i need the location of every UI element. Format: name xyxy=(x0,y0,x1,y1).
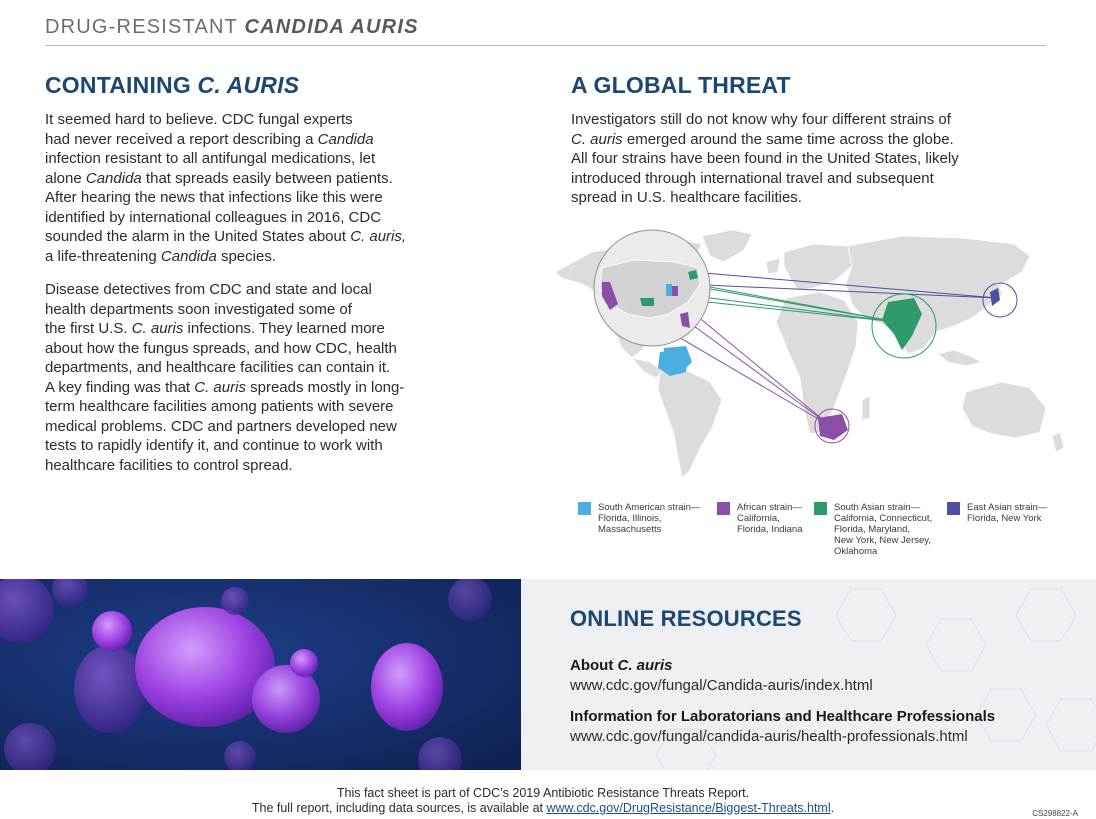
containing-title-main: CONTAINING xyxy=(45,72,198,98)
containing-title-em: C. AURIS xyxy=(197,72,300,98)
illinois-south-american xyxy=(666,284,672,296)
resource-2-heading: Information for Laboratorians and Healthcare Professionals xyxy=(570,708,996,725)
header-prefix: DRUG-RESISTANT xyxy=(45,16,245,38)
page-header xyxy=(45,16,1046,46)
legend-african: African strain— California, Florida, Indiana xyxy=(717,502,802,535)
legend-swatch-african xyxy=(717,502,730,515)
legend-swatch-south-american xyxy=(578,502,591,515)
header-bold: CANDIDA AURIS xyxy=(244,16,419,38)
south-africa-region xyxy=(818,414,848,440)
global-threat-body: Investigators still do not know why four different strains of C. auris emerged around the same time across the globe. All four strains have been found in the United States, likely introduced through international travel and subsequent spread in U.S. healthcare facilities. xyxy=(571,111,959,206)
world-map xyxy=(552,222,1072,484)
footer-line-1: This fact sheet is part of CDC’s 2019 Antibiotic Resistance Threats Report. xyxy=(336,786,750,800)
bottom-banner xyxy=(0,579,1096,770)
oklahoma-south-asian xyxy=(640,298,654,306)
legend-south-asian: South Asian strain— California, Connecticut, Florida, Maryland, New York, New Jersey, Oklahoma xyxy=(814,502,932,557)
legend-swatch-east-asian xyxy=(947,502,960,515)
containing-title xyxy=(45,72,299,99)
footer-line-2: The full report, including data sources, is available at www.cdc.gov/DrugResistance/Biggest-Threats.html. xyxy=(251,801,835,815)
candida-cells-image xyxy=(0,579,521,770)
resource-1-url[interactable]: www.cdc.gov/fungal/Candida-auris/index.html xyxy=(570,677,873,694)
global-threat-title: A GLOBAL THREAT xyxy=(571,72,791,98)
online-resources-title: ONLINE RESOURCES xyxy=(570,606,802,631)
indiana-african xyxy=(672,286,678,296)
document-code: CS298822-A xyxy=(1032,809,1078,818)
legend-east-asian: East Asian strain— Florida, New York xyxy=(947,502,1047,524)
containing-body xyxy=(45,110,465,486)
online-resources-panel xyxy=(521,579,1096,770)
full-report-link[interactable]: www.cdc.gov/DrugResistance/Biggest-Threats.html xyxy=(546,801,831,815)
candida-cells-illustration xyxy=(0,579,521,770)
containing-p2: Disease detectives from CDC and state and local health departments soon investigated some of the first U.S. C. auris infections. They learned more about how the fungus spreads, and how CDC, health departments, and healthcare facilities can contain it. A key finding was that C. auris spreads mostly in long- term healthcare facilities among patients with severe medical problems. CDC and partners developed new tests to rapidly identify it, and continue to work with healthcare facilities to control spread. xyxy=(45,281,405,474)
legend-swatch-south-asian xyxy=(814,502,827,515)
world-map-graphic xyxy=(552,222,1072,484)
footer xyxy=(0,786,1086,816)
resource-1-heading: About C. auris xyxy=(570,657,673,674)
map-legend xyxy=(578,502,1058,562)
resource-2-url[interactable]: www.cdc.gov/fungal/candida-auris/health-professionals.html xyxy=(570,728,968,745)
containing-p1: It seemed hard to believe. CDC fungal experts had never received a report describing a Candida infection resistant to all antifungal medications, let alone Candida that spreads easily between patients. After hearing the news that infections like this were identified by international colleagues in 2016, CDC sounded the alarm in the United States about C. auris, a life-threatening Candida species. xyxy=(45,111,407,265)
legend-south-american: South American strain— Florida, Illinois, Massachusetts xyxy=(578,502,700,535)
